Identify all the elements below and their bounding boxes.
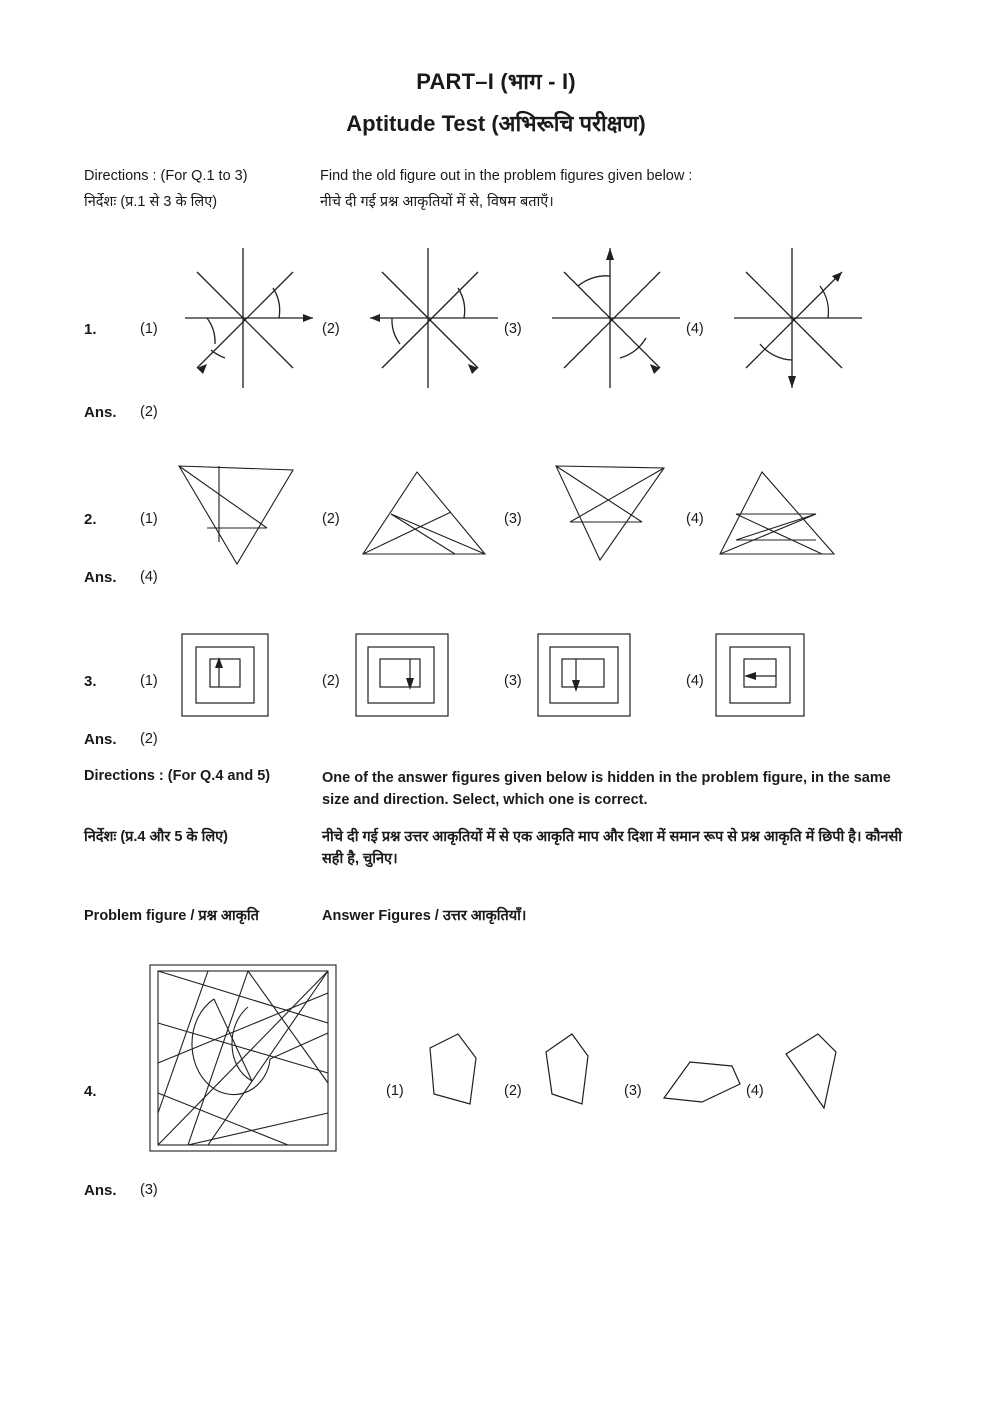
question-2-answer-label: Ans.	[84, 569, 117, 586]
question-1-option-2-label: (2)	[322, 321, 340, 337]
question-2-option-2-label: (2)	[322, 511, 340, 527]
question-3-answer-value: (2)	[140, 731, 158, 747]
question-3-figure-2	[352, 628, 452, 723]
question-3-figure-1	[178, 628, 273, 723]
question-1-figure-2	[360, 240, 510, 395]
question-4-number: 4.	[84, 1083, 97, 1100]
question-4-figure-4	[778, 1030, 844, 1112]
question-2-number: 2.	[84, 511, 97, 528]
question-2-option-1-label: (1)	[140, 511, 158, 527]
question-4-answer-value: (3)	[140, 1182, 158, 1198]
question-1-option-4-label: (4)	[686, 321, 704, 337]
directions-1-left-english: Directions : (For Q.1 to 3)	[84, 168, 248, 184]
question-3-figure-4	[712, 628, 810, 723]
question-1-figure-4	[724, 240, 874, 395]
problem-figure-label: Problem figure / प्रश्न आकृति	[84, 908, 259, 924]
directions-2-left-hindi: निर्देशः (प्र.4 और 5 के लिए)	[84, 829, 229, 845]
answer-figures-label: Answer Figures / उत्तर आकृतियाँ।	[322, 908, 527, 924]
directions-2-left-english: Directions : (For Q.4 and 5)	[84, 768, 271, 784]
question-2-option-3-label: (3)	[504, 511, 522, 527]
question-4-figure-2	[540, 1032, 600, 1112]
question-4-option-2-label: (2)	[504, 1083, 522, 1099]
question-1-number: 1.	[84, 321, 97, 338]
question-3-option-3-label: (3)	[504, 673, 522, 689]
question-4-figure-1	[424, 1032, 484, 1112]
directions-1-left-hindi: निर्देशः (प्र.1 से 3 के लिए)	[84, 194, 218, 210]
question-4-option-4-label: (4)	[746, 1083, 764, 1099]
directions-2-right-english: One of the answer figures given below is hidden in the problem figure, in the same size and direction. Select, which one is correct.	[322, 770, 891, 808]
question-2-option-4-label: (4)	[686, 511, 704, 527]
question-1-answer-label: Ans.	[84, 404, 117, 421]
question-3-number: 3.	[84, 673, 97, 690]
directions-2-right-hindi: नीचे दी गई प्रश्न उत्तर आकृतियों में से एक आकृति माप और दिशा में समान रूप से प्रश्न आकृति में छिपी है। कौनसी सही है, चुनिए।	[322, 829, 903, 868]
question-3-option-2-label: (2)	[322, 673, 340, 689]
question-2-figure-2	[355, 466, 495, 566]
question-4-option-1-label: (1)	[386, 1083, 404, 1099]
question-1-option-1-label: (1)	[140, 321, 158, 337]
question-4-figure-3	[660, 1058, 744, 1106]
question-4-answer-label: Ans.	[84, 1182, 117, 1199]
question-4-option-3-label: (3)	[624, 1083, 642, 1099]
test-title: Aptitude Test (अभिरूचि परीक्षण)	[346, 111, 646, 136]
question-1-option-3-label: (3)	[504, 321, 522, 337]
directions-1-right-english: Find the old figure out in the problem figures given below :	[320, 168, 693, 184]
question-1-answer-value: (2)	[140, 404, 158, 420]
question-2-figure-3	[534, 456, 674, 566]
question-1-figure-3	[542, 240, 692, 395]
question-3-option-4-label: (4)	[686, 673, 704, 689]
question-2-answer-value: (4)	[140, 569, 158, 585]
question-2-figure-1	[175, 456, 305, 571]
question-3-answer-label: Ans.	[84, 731, 117, 748]
question-3-option-1-label: (1)	[140, 673, 158, 689]
question-2-figure-4	[712, 466, 852, 566]
question-3-figure-3	[534, 628, 634, 723]
part-title: PART–I (भाग - I)	[416, 69, 576, 94]
question-4-problem-figure	[148, 963, 338, 1153]
directions-1-right-hindi: नीचे दी गई प्रश्न आकृतियों में से, विषम बताएँ।	[320, 194, 554, 210]
question-1-figure-1	[175, 240, 325, 395]
